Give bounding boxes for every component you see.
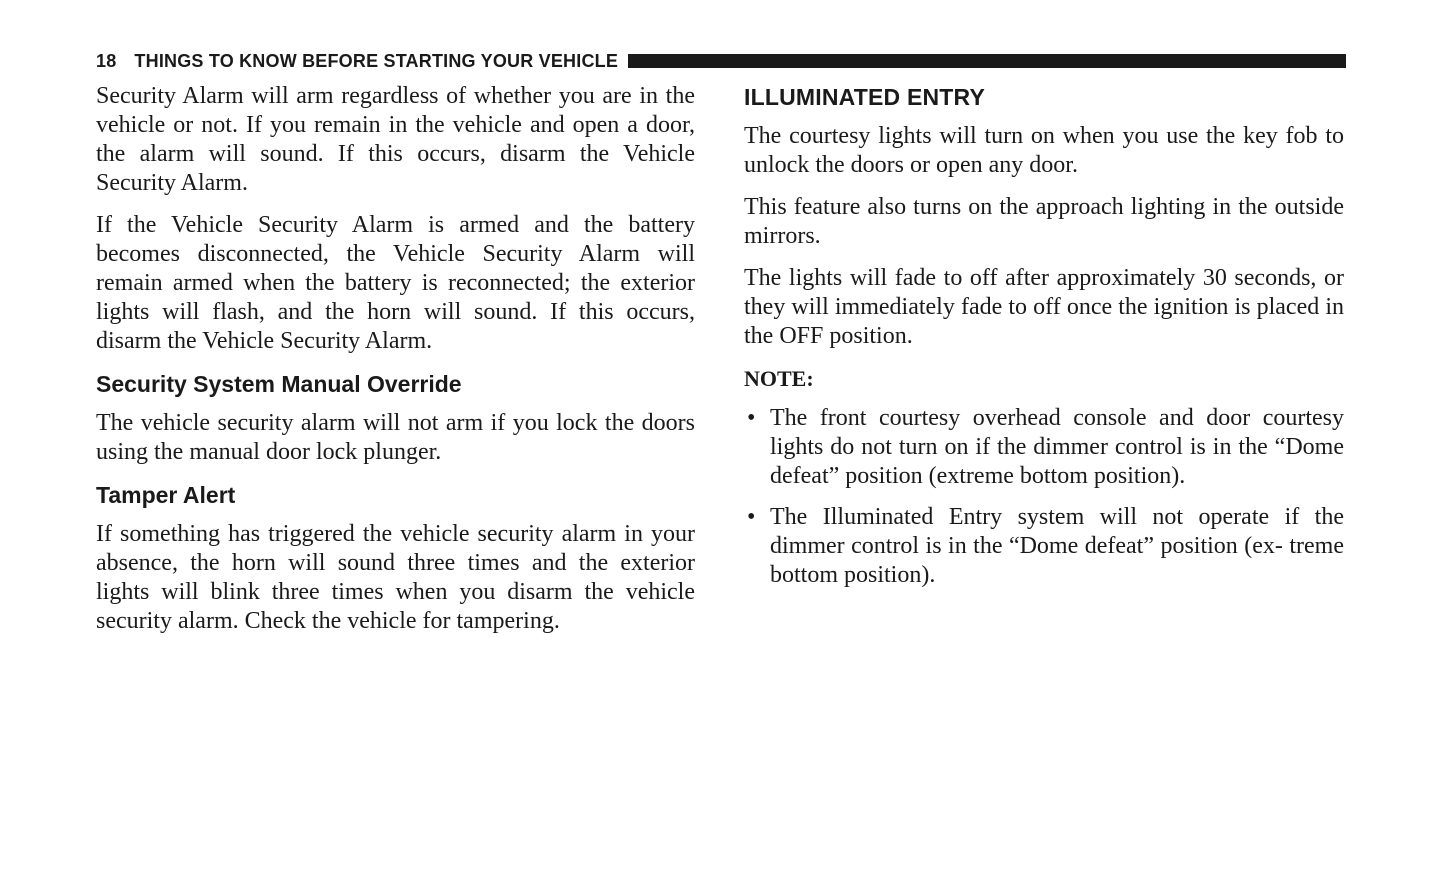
paragraph-manual-override: The vehicle security alarm will not arm if you lock the doors using the manual door lock plunger. [96,410,695,465]
bullet-icon: • [747,504,756,530]
heading-manual-override: Security System Manual Override [96,371,462,397]
paragraph-battery-disconnect: If the Vehicle Security Alarm is armed and the battery becomes disconnected, the Vehicle Security Alarm will remain armed when the battery is reconnected; the exterior lights will flash, and the horn will sound. If this occurs, disarm the Vehicle Security Alarm. [96,212,695,354]
list-item [744,404,1344,491]
paragraph-tamper-alert: If something has triggered the vehicle security alarm in your absence, the horn will sound three times and the exterior lights will blink three times when you disarm the vehicle security alarm. Check the vehicle for tampering. [96,521,695,634]
bullet-icon: • [747,405,756,431]
list-item [744,503,1344,590]
paragraph-fade-off: The lights will fade to off after approximately 30 seconds, or they will immediately fade to off once the ignition is placed in the OFF position. [744,265,1344,349]
left-column [96,82,695,649]
bullet-text: The front courtesy overhead console and door courtesy lights do not turn on if the dimmer control is in the “Dome defeat” position (extreme bottom position). [770,405,1344,489]
heading-tamper-alert: Tamper Alert [96,482,236,508]
running-head: THINGS TO KNOW BEFORE STARTING YOUR VEHICLE [134,50,619,71]
header-rule [628,54,1346,68]
paragraph-approach-lighting: This feature also turns on the approach lighting in the outside mirrors. [744,194,1344,249]
page-number: 18 [96,50,117,71]
note-bullet-list [744,404,1344,590]
note-label: NOTE: [744,366,814,391]
paragraph-alarm-arming: Security Alarm will arm regardless of whether you are in the vehicle or not. If you remain in the vehicle and open a door, the alarm will sound. If this occurs, disarm the Vehicle Security Alarm. [96,83,695,196]
paragraph-courtesy-lights: The courtesy lights will turn on when you use the key fob to unlock the doors or open any door. [744,123,1344,178]
page-header [96,49,1346,73]
heading-illuminated-entry: ILLUMINATED ENTRY [744,84,986,110]
bullet-text: The Illuminated Entry system will not operate if the dimmer control is in the “Dome defeat” position (ex- treme bottom position). [770,504,1344,588]
right-column [744,82,1344,602]
